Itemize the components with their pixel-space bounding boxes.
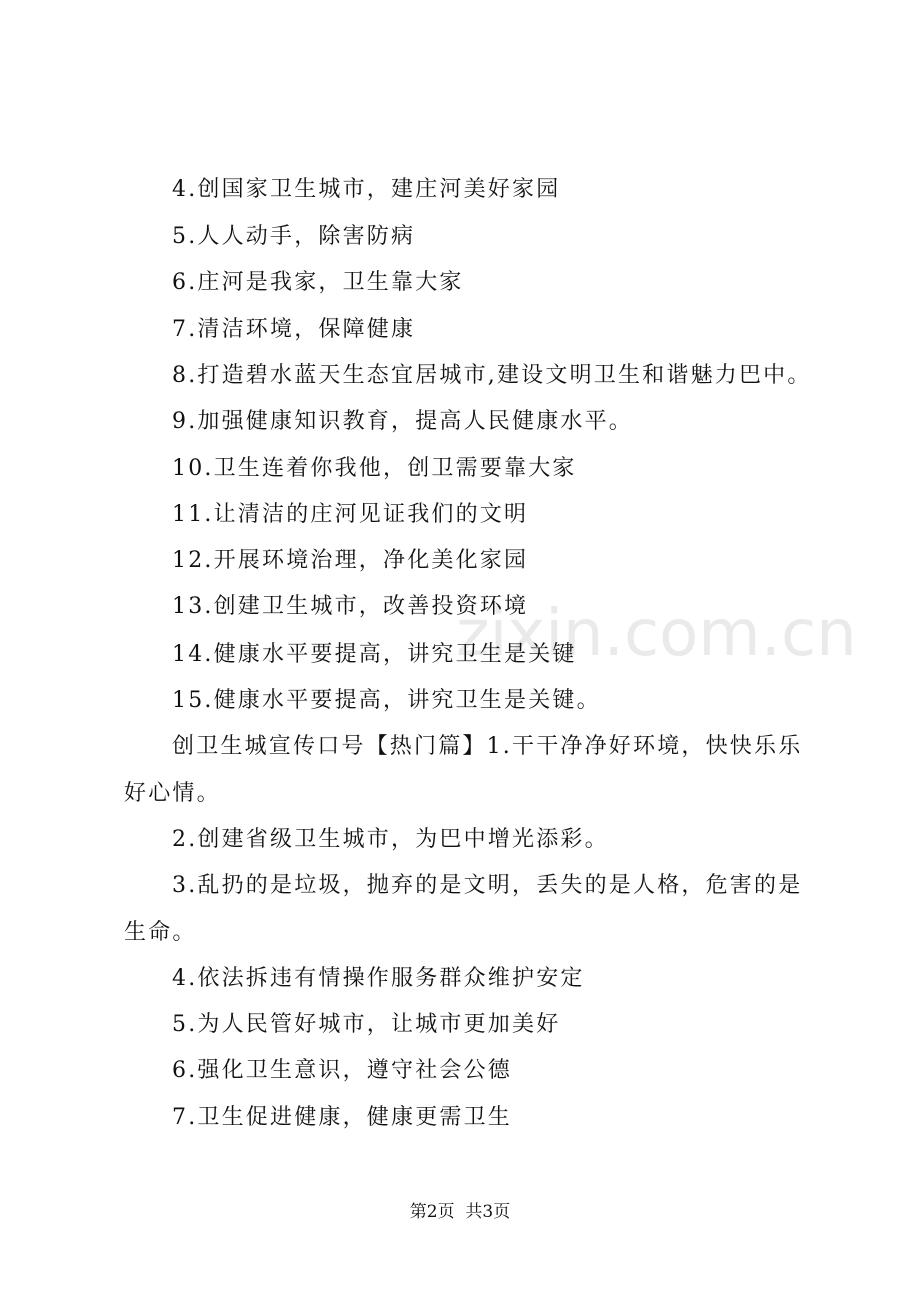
slogan-line: 5.人人动手，除害防病 (172, 224, 416, 249)
slogan-line: 3.乱扔的是垃圾，抛弃的是文明，丢失的是人格，危害的是 (172, 873, 803, 898)
slogan-line: 4.依法拆违有情操作服务群众维护安定 (172, 966, 585, 991)
slogan-line: 9.加强健康知识教育，提高人民健康水平。 (172, 409, 633, 434)
slogan-line: 14.健康水平要提高，讲究卫生是关键 (172, 642, 577, 667)
slogan-line: 2.创建省级卫生城市，为巴中增光添彩。 (172, 827, 609, 852)
slogan-line: 13.创建卫生城市，改善投资环境 (172, 594, 529, 619)
slogan-line: 8.打造碧水蓝天生态宜居城市,建设文明卫生和谐魅力巴中。 (172, 363, 812, 388)
continuation-line: 好心情。 (124, 781, 221, 806)
slogan-line: 10.卫生连着你我他，创卫需要靠大家 (172, 456, 577, 481)
continuation-line: 生命。 (124, 920, 197, 945)
slogan-line: 6.强化卫生意识，遵守社会公德 (172, 1058, 512, 1083)
slogan-line: 7.清洁环境，保障健康 (172, 317, 416, 342)
slogan-line: 7.卫生促进健康，健康更需卫生 (172, 1105, 512, 1130)
slogan-line: 5.为人民管好城市，让城市更加美好 (172, 1012, 561, 1037)
page-footer: 第2页 共3页 (409, 1202, 511, 1222)
slogan-line: 11.让清洁的庄河见证我们的文明 (172, 502, 529, 527)
section-heading-line: 创卫生城宣传口号【热门篇】1.干干净净好环境，快快乐乐 (172, 734, 803, 759)
slogan-line: 6.庄河是我家，卫生靠大家 (172, 270, 464, 295)
watermark-text: zixin.com.cn (456, 597, 857, 671)
slogan-line: 15.健康水平要提高，讲究卫生是关键。 (172, 688, 601, 713)
slogan-line: 4.创国家卫生城市，建庄河美好家园 (172, 177, 561, 202)
slogan-line: 12.开展环境治理，净化美化家园 (172, 548, 529, 573)
